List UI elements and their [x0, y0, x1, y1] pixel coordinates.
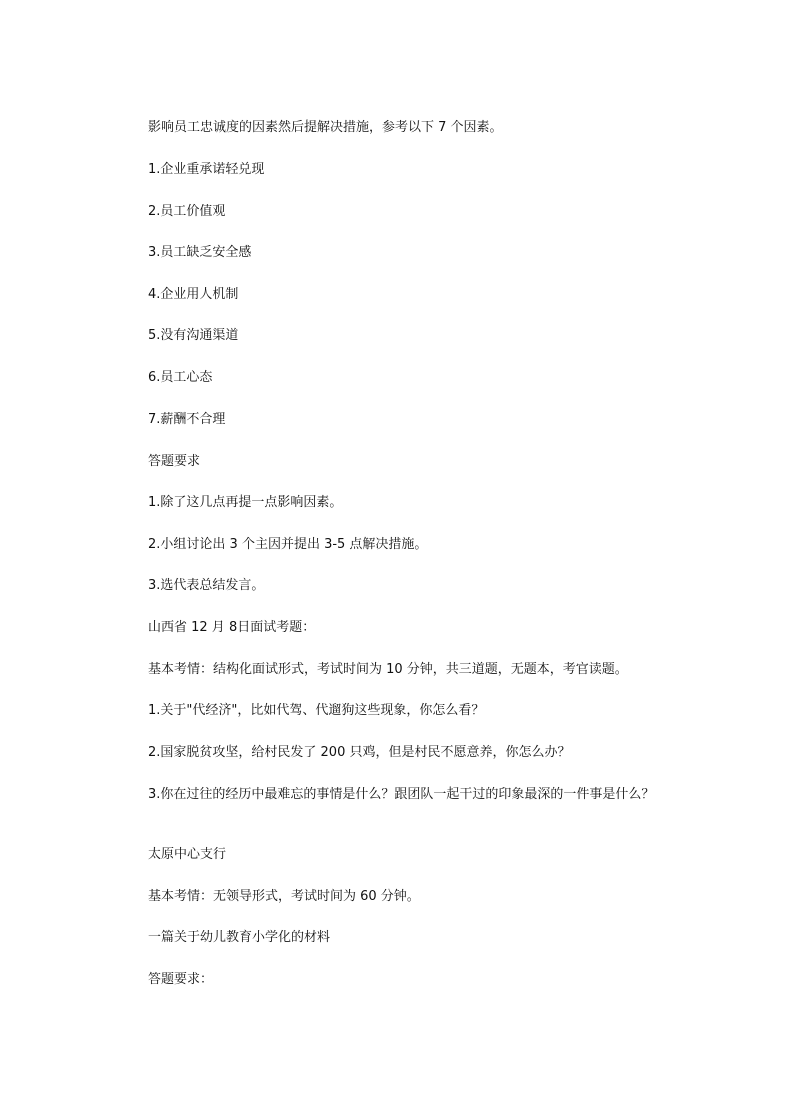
- factor-2: 2.员工价值观: [148, 204, 226, 219]
- shanxi-heading: 山西省 12 月 8日面试考题：: [148, 620, 316, 635]
- basic-situation-1: 基本考情：结构化面试形式，考试时间为 10 分钟，共三道题，无题本，考官读题。: [148, 662, 628, 677]
- requirement-3: 3.选代表总结发言。: [148, 578, 265, 593]
- requirement-2: 2.小组讨论出 3 个主因并提出 3-5 点解决措施。: [148, 537, 428, 552]
- factor-7: 7.薪酬不合理: [148, 412, 226, 427]
- basic-situation-2: 基本考情：无领导形式，考试时间为 60 分钟。: [148, 889, 420, 904]
- question-1: 1.关于"代经济"，比如代驾、代遛狗这些现象，你怎么看？: [148, 703, 485, 718]
- requirement-1: 1.除了这几点再提一点影响因素。: [148, 495, 343, 510]
- requirements-heading: 答题要求: [148, 454, 201, 469]
- factor-4: 4.企业用人机制: [148, 287, 239, 302]
- question-3: 3.你在过往的经历中最难忘的事情是什么？跟团队一起干过的印象最深的一件事是什么？: [148, 787, 655, 802]
- material-description: 一篇关于幼儿教育小学化的材料: [148, 930, 331, 945]
- factor-6: 6.员工心态: [148, 370, 213, 385]
- intro-paragraph: 影响员工忠诚度的因素然后提解决措施，参考以下 7 个因素。: [148, 120, 503, 135]
- requirements-heading-2: 答题要求：: [148, 972, 214, 987]
- question-2: 2.国家脱贫攻坚，给村民发了 200 只鸡，但是村民不愿意养，你怎么办？: [148, 745, 571, 760]
- factor-3: 3.员工缺乏安全感: [148, 245, 252, 260]
- factor-5: 5.没有沟通渠道: [148, 328, 239, 343]
- taiyuan-heading: 太原中心支行: [148, 847, 227, 862]
- factor-1: 1.企业重承诺轻兑现: [148, 162, 265, 177]
